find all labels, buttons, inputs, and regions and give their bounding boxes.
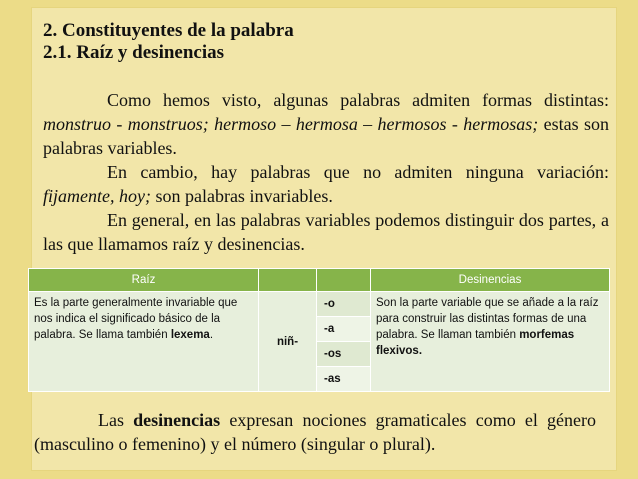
root-example: niñ- — [259, 292, 317, 392]
closing-post: expresan nociones gramaticales como el género (masculino o femenino) y el número (singular o plural). — [34, 410, 596, 454]
suffix-a: -a — [317, 317, 371, 342]
paragraph-root-and-endings: En general, en las palabras variables podemos distinguir dos partes, a las que llamamos raíz y desinencias. — [43, 210, 609, 254]
table-row — [29, 292, 610, 317]
header-desinencias: Desinencias — [371, 269, 610, 292]
suffix-os: -os — [317, 342, 371, 367]
paragraph1-tail: estas son palabras variables. — [43, 114, 609, 158]
subsection-title: 2.1. Raíz y desinencias — [43, 42, 225, 63]
paragraph2-tail: son palabras invariables. — [150, 186, 333, 206]
desinencias-description: Son la parte variable que se añade a la raíz para construir las distintas formas de una palabra. Se llaman también morfemas flexivos. — [371, 292, 610, 392]
root-endings-table — [28, 268, 610, 392]
body-text — [43, 88, 609, 256]
suffix-o: -o — [317, 292, 371, 317]
slide-headings — [43, 20, 603, 64]
suffix-as: -as — [317, 367, 371, 392]
section-title: 2. Constituyentes de la palabra — [43, 20, 294, 41]
header-empty-2 — [317, 269, 371, 292]
table-header-row — [29, 269, 610, 292]
raiz-description: Es la parte generalmente invariable que nos indica el significado básico de la palabra. Se llama también lexema. — [29, 292, 259, 392]
desinencias-term: desinencias — [133, 410, 221, 430]
lexema-term: lexema — [170, 329, 210, 341]
paragraph2-examples: fijamente, hoy; — [43, 186, 151, 206]
closing-pre: Las — [98, 410, 134, 430]
paragraph-variable-words — [43, 88, 609, 160]
header-raiz: Raíz — [29, 269, 259, 292]
paragraph1-intro: Como hemos visto, algunas palabras admiten formas distintas: — [107, 90, 609, 110]
morfemas-flexivos-term: morfemas flexivos. — [376, 329, 575, 357]
closing-paragraph — [34, 408, 596, 456]
header-empty-1 — [259, 269, 317, 292]
paragraph2-intro: En cambio, hay palabras que no admiten ninguna variación: — [107, 162, 609, 182]
paragraph1-examples: monstruo - monstruos; hermoso – hermosa – hermosos - hermosas; — [43, 114, 539, 134]
paragraph-invariable-words — [43, 160, 609, 208]
